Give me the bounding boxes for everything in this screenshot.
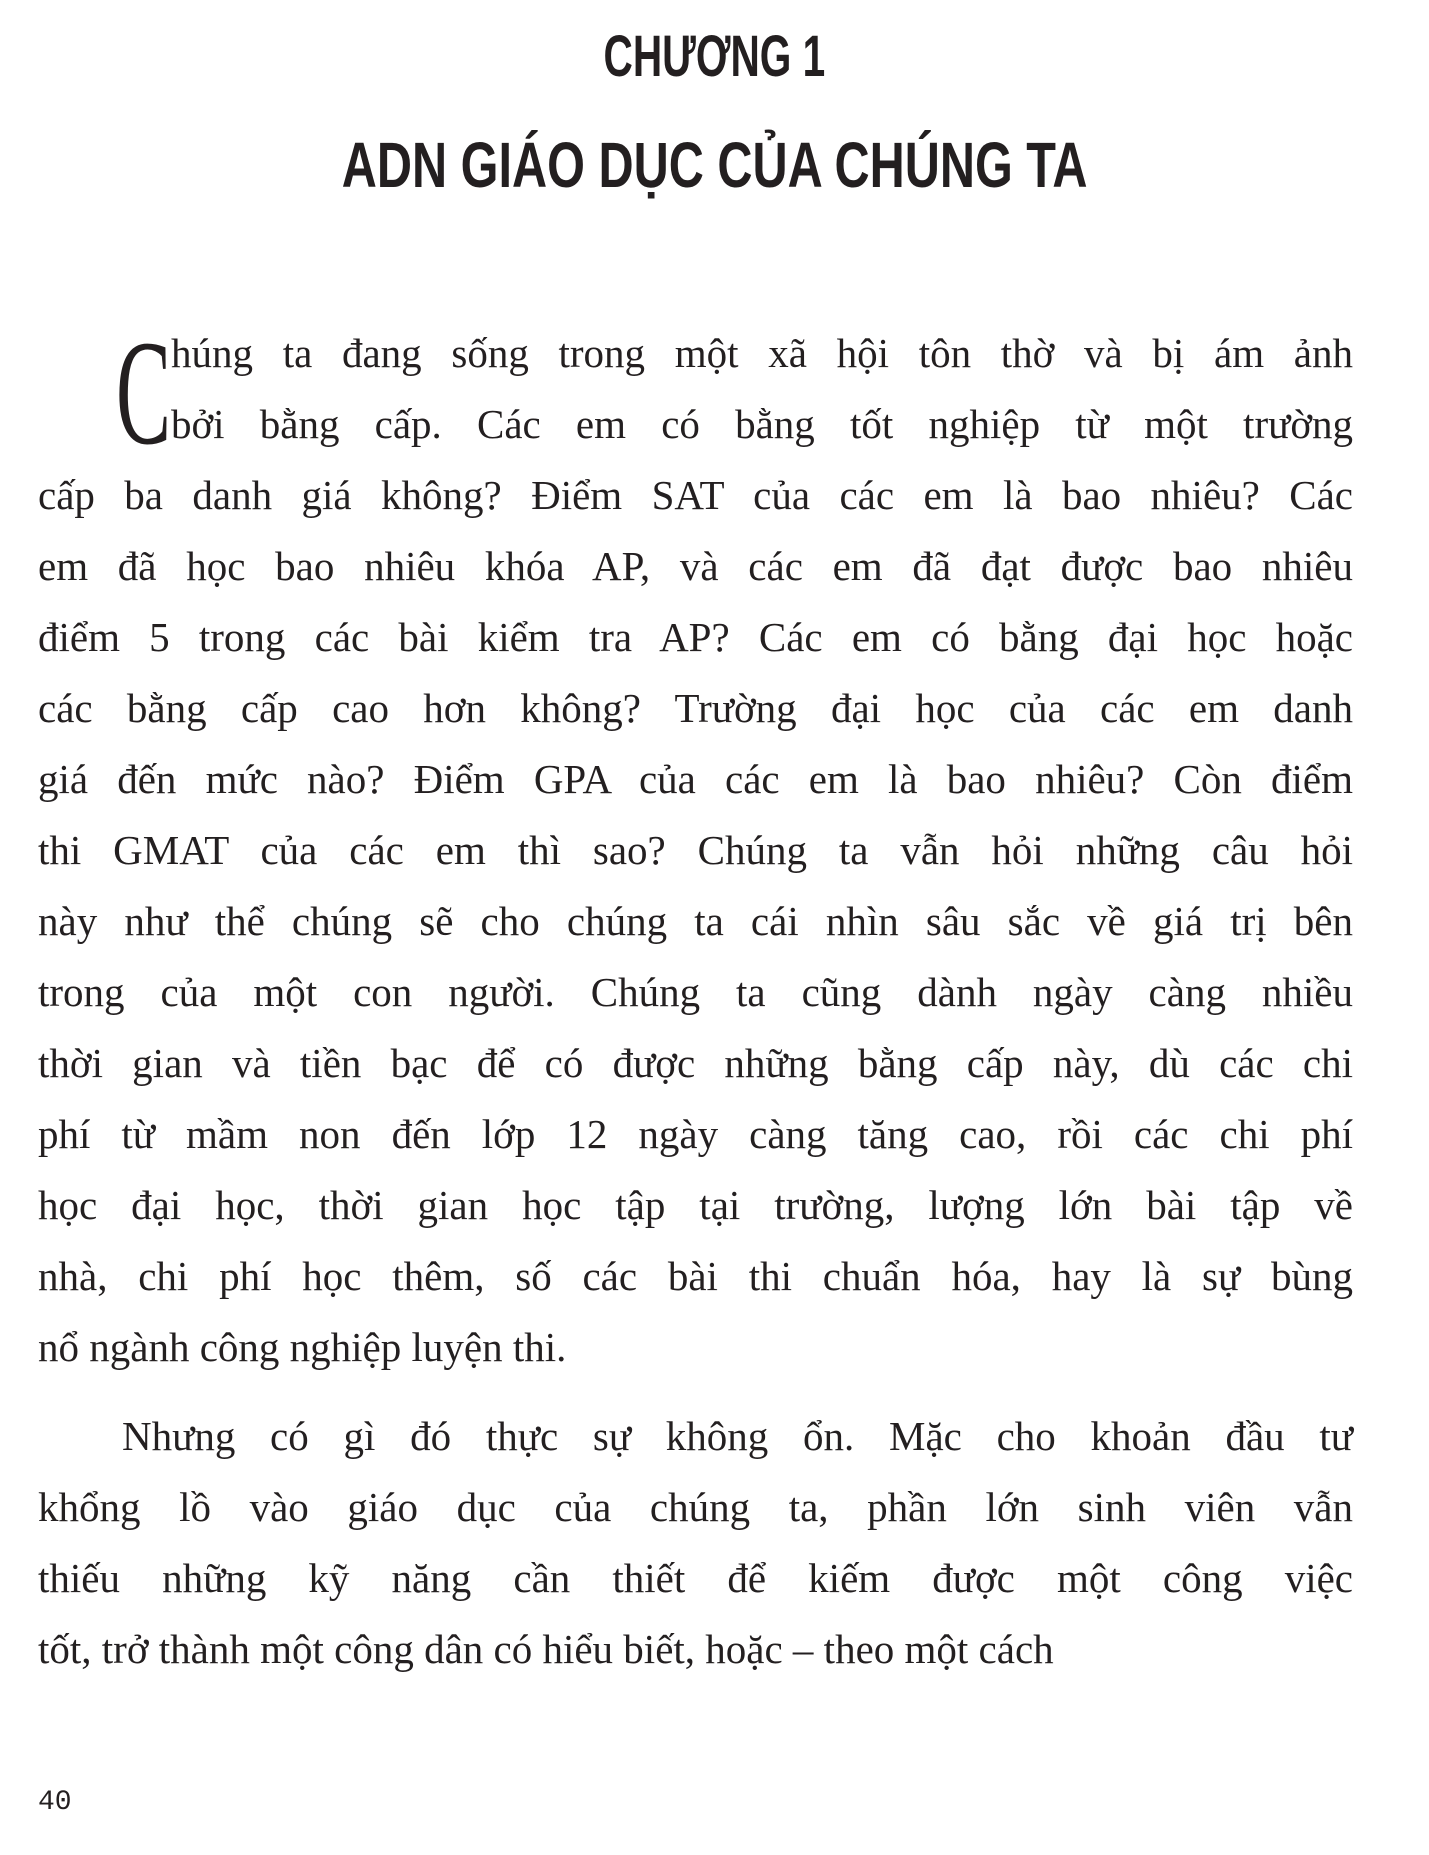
text-line: trong của một con người. Chúng ta cũng dành ngày càng nhiều: [38, 969, 1353, 1015]
chapter-label: [0, 24, 1429, 90]
text-line: phí từ mầm non đến lớp 12 ngày càng tăng cao, rồi các chi phí: [38, 1111, 1353, 1157]
text-line: các bằng cấp cao hơn không? Trường đại học của các em danh: [38, 685, 1353, 731]
text-line: điểm 5 trong các bài kiểm tra AP? Các em có bằng đại học hoặc: [38, 614, 1353, 660]
text-line: này như thể chúng sẽ cho chúng ta cái nhìn sâu sắc về giá trị bên: [38, 898, 1353, 944]
chapter-label-text: CHƯƠNG 1: [603, 24, 826, 89]
chapter-title-text: ADN GIÁO DỤC CỦA CHÚNG TA: [341, 129, 1088, 201]
text-line: khổng lồ vào giáo dục của chúng ta, phần lớn sinh viên vẫn: [38, 1484, 1353, 1530]
text-line: nổ ngành công nghiệp luyện thi.: [38, 1324, 567, 1370]
text-line: bởi bằng cấp. Các em có bằng tốt nghiệp từ một trường: [171, 401, 1353, 447]
text-line: thiếu những kỹ năng cần thiết để kiếm được một công việc: [38, 1555, 1353, 1601]
text-line: nhà, chi phí học thêm, số các bài thi chuẩn hóa, hay là sự bùng: [38, 1253, 1353, 1299]
text-line: thời gian và tiền bạc để có được những bằng cấp này, dù các chi: [38, 1040, 1353, 1086]
drop-cap: C: [116, 310, 172, 476]
text-line: cấp ba danh giá không? Điểm SAT của các em là bao nhiêu? Các: [38, 472, 1353, 518]
paragraph: [38, 1401, 1353, 1685]
text-line: húng ta đang sống trong một xã hội tôn thờ và bị ám ảnh: [171, 330, 1353, 376]
chapter-title: [0, 128, 1429, 202]
paragraph: [38, 310, 1353, 1383]
text-line: thi GMAT của các em thì sao? Chúng ta vẫn hỏi những câu hỏi: [38, 827, 1353, 873]
page-number: 40: [38, 1787, 72, 1818]
text-line: Nhưng có gì đó thực sự không ổn. Mặc cho khoản đầu tư: [122, 1413, 1353, 1459]
text-line: tốt, trở thành một công dân có hiểu biết, hoặc – theo một cách: [38, 1626, 1054, 1672]
body-text: [38, 310, 1353, 1703]
text-line: em đã học bao nhiêu khóa AP, và các em đã đạt được bao nhiêu: [38, 543, 1353, 589]
text-line: giá đến mức nào? Điểm GPA của các em là bao nhiêu? Còn điểm: [38, 756, 1353, 802]
text-line: học đại học, thời gian học tập tại trường, lượng lớn bài tập về: [38, 1182, 1353, 1228]
